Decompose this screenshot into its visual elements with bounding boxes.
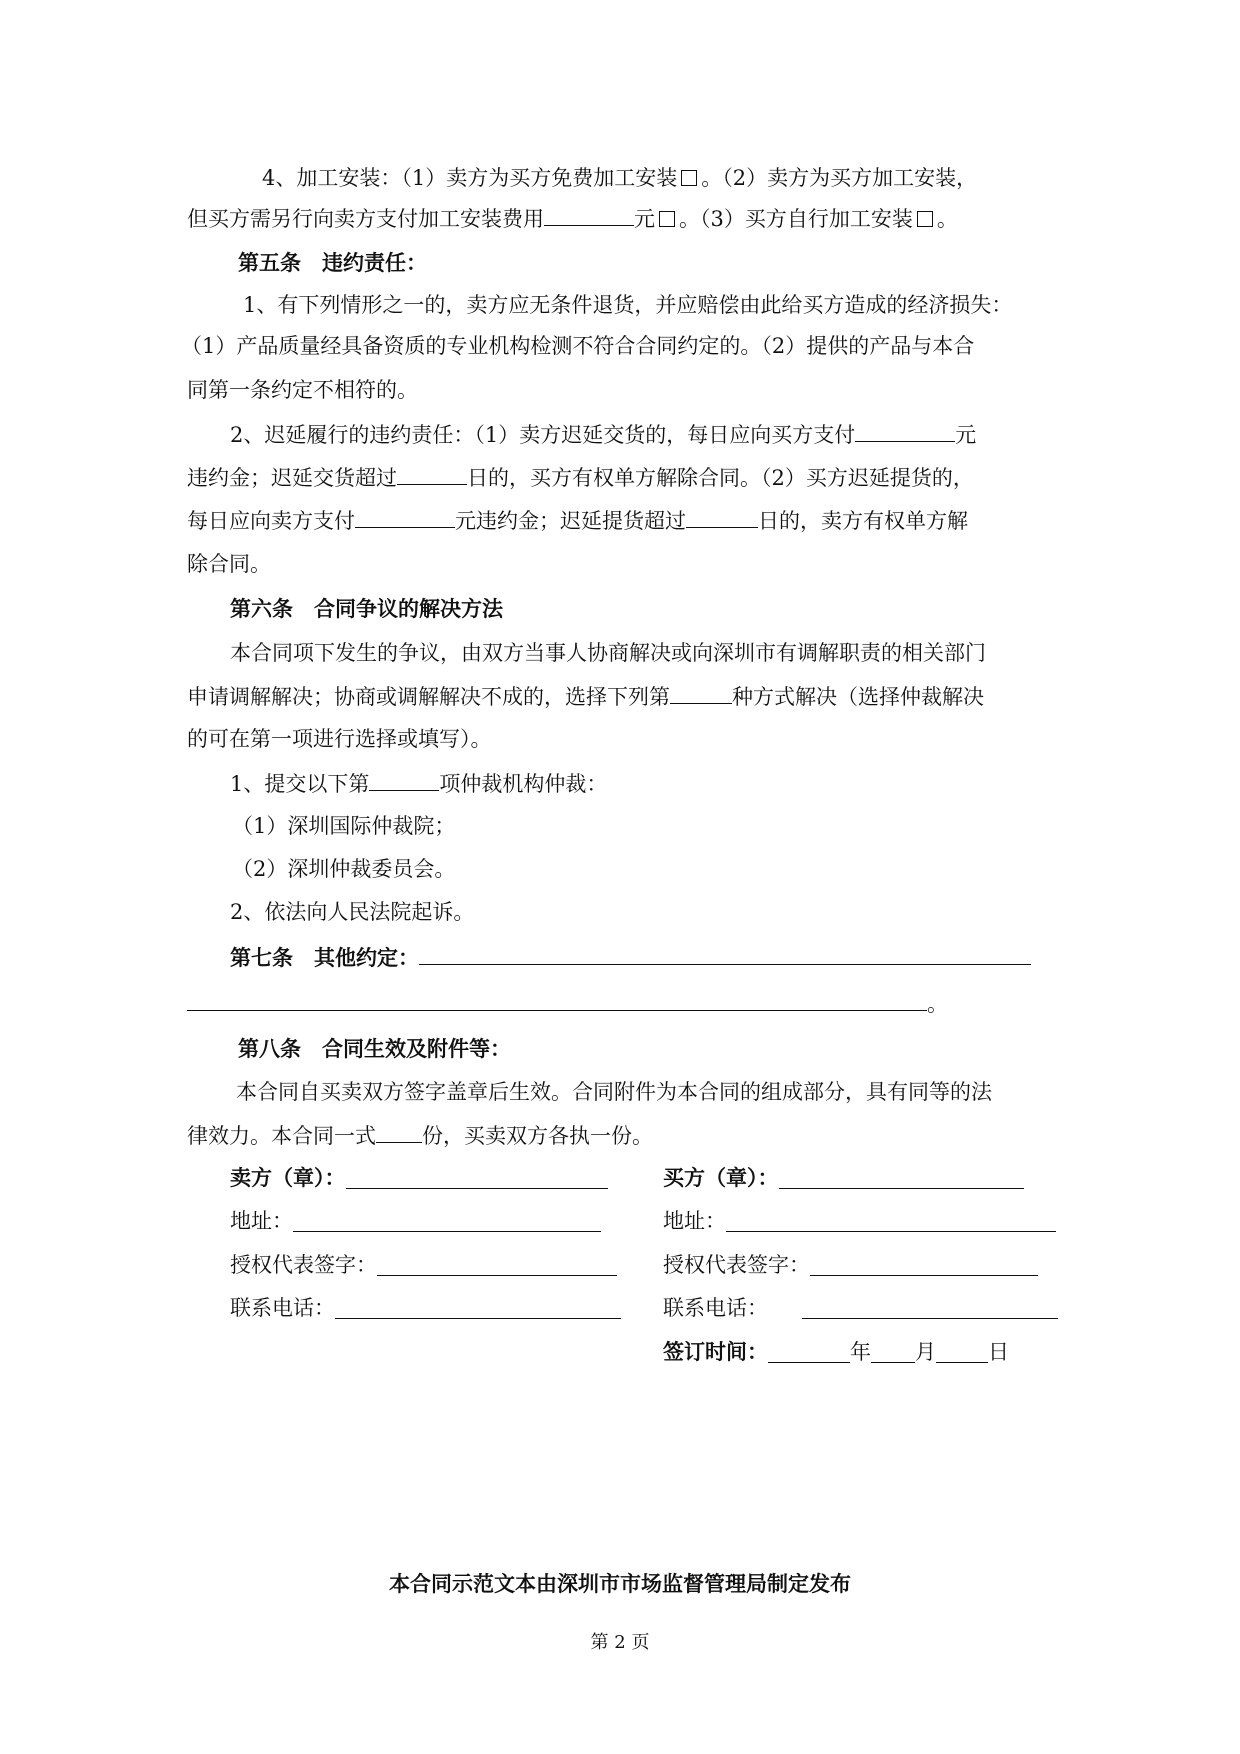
- article5-text: 元: [955, 423, 977, 447]
- seller-seal-label: 卖方（章）：: [230, 1166, 346, 1190]
- checkbox-paid-install[interactable]: [659, 211, 675, 227]
- day-field[interactable]: [936, 1340, 988, 1363]
- buyer-address-label: 地址：: [663, 1209, 726, 1233]
- month-field[interactable]: [871, 1340, 915, 1363]
- month-label: 月: [915, 1340, 936, 1364]
- arbitration-institution-blank[interactable]: [369, 768, 439, 791]
- page-number: 第 2 页: [590, 1632, 650, 1653]
- article5-p1-line2: （1）产品质量经具备资质的专业机构检测不符合合同约定的。（2）提供的产品与本合: [181, 334, 975, 358]
- article6-p1-line3: 的可在第一项进行选择或填写）。: [187, 727, 492, 751]
- article8-p1-line2: [187, 1120, 1053, 1151]
- article5-p2-line3: [187, 505, 1053, 536]
- article6-option1-item2: （2）深圳仲裁委员会。: [232, 857, 456, 881]
- install-fee-blank[interactable]: [544, 203, 634, 226]
- checkbox-self-install[interactable]: [917, 211, 933, 227]
- article5-p2-line1: [230, 419, 1060, 450]
- year-field[interactable]: [768, 1340, 850, 1363]
- article6-text: 项仲裁机构仲裁：: [439, 772, 608, 796]
- article5-p1-line1: 1、有下列情形之一的，卖方应无条件退货，并应赔偿由此给买方造成的经济损失：: [243, 293, 1013, 317]
- article6-heading: 第六条 合同争议的解决方法: [230, 597, 503, 621]
- article5-text: 每日应向卖方支付: [187, 509, 355, 533]
- article5-text: 违约金；迟延交货超过: [187, 466, 397, 490]
- seller-seal-row: [230, 1163, 608, 1193]
- article8-p1-line1: 本合同自买卖双方签字盖章后生效。合同附件为本合同的组成部分，具有同等的法: [236, 1080, 992, 1104]
- article7-line2: [187, 988, 1053, 1019]
- article5-heading: 第五条 违约责任：: [238, 251, 427, 275]
- article6-p1-line1: 本合同项下发生的争议，由双方当事人协商解决或向深圳市有调解职责的相关部门: [230, 641, 986, 665]
- publisher-note: 本合同示范文本由深圳市市场监督管理局制定发布: [389, 1572, 851, 1596]
- clause4-text: 。: [936, 207, 958, 231]
- other-agreement-blank-2[interactable]: [187, 988, 927, 1011]
- dispute-method-blank[interactable]: [670, 681, 732, 704]
- article5-p2-line2: [187, 462, 1053, 493]
- article6-option1: [230, 768, 1096, 799]
- seller-delay-penalty-blank[interactable]: [855, 419, 955, 442]
- article7-heading: 第七条 其他约定：: [230, 946, 419, 970]
- clause4-line2: [187, 203, 1053, 234]
- seller-phone-row: [230, 1293, 621, 1323]
- signing-date-label: 签订时间：: [663, 1340, 768, 1364]
- signing-date-row: [663, 1337, 1009, 1367]
- buyer-rep-field[interactable]: [810, 1253, 1038, 1276]
- clause4-text: 。（2）卖方为买方加工安装，: [701, 166, 978, 190]
- copies-blank[interactable]: [376, 1120, 422, 1143]
- day-label: 日: [988, 1340, 1009, 1364]
- article5-text: 元违约金；迟延提货超过: [455, 509, 686, 533]
- article8-heading: 第八条 合同生效及附件等：: [238, 1037, 511, 1061]
- article5-text: 日的，卖方有权单方解: [758, 509, 968, 533]
- buyer-delay-penalty-blank[interactable]: [355, 505, 455, 528]
- year-label: 年: [850, 1340, 871, 1364]
- clause4-text: 。（3）买方自行加工安装: [679, 207, 913, 231]
- buyer-rep-row: [663, 1250, 1038, 1280]
- article5-text: 日的，买方有权单方解除合同。（2）买方迟延提货的，: [467, 466, 974, 490]
- article6-text: 1、提交以下第: [230, 772, 370, 796]
- article8-text: 律效力。本合同一式: [187, 1124, 376, 1148]
- clause4-text: 但买方需另行向卖方支付加工安装费用: [187, 207, 544, 231]
- seller-address-row: [230, 1206, 601, 1236]
- article5-p2-line4: 除合同。: [187, 552, 271, 576]
- article6-option1-item1: （1）深圳国际仲裁院；: [232, 814, 456, 838]
- buyer-phone-label: 联系电话：: [663, 1296, 768, 1320]
- article5-p1-line3: 同第一条约定不相符的。: [187, 378, 418, 402]
- seller-delay-days-blank[interactable]: [397, 462, 467, 485]
- buyer-seal-label: 买方（章）：: [663, 1166, 779, 1190]
- article6-text: 种方式解决（选择仲裁解决: [732, 685, 984, 709]
- seller-rep-row: [230, 1250, 617, 1280]
- article8-text: 份，买卖双方各执一份。: [422, 1124, 653, 1148]
- buyer-address-field[interactable]: [726, 1209, 1056, 1232]
- buyer-phone-row: [663, 1293, 1058, 1323]
- seller-rep-label: 授权代表签字：: [230, 1253, 377, 1277]
- buyer-seal-row: [663, 1163, 1024, 1193]
- buyer-phone-field[interactable]: [802, 1296, 1058, 1319]
- article6-p1-line2: [187, 681, 1053, 712]
- seller-address-label: 地址：: [230, 1209, 293, 1233]
- buyer-seal-field[interactable]: [779, 1166, 1024, 1189]
- clause4-text: 元: [634, 207, 655, 231]
- checkbox-free-install[interactable]: [681, 170, 697, 186]
- article6-option2: 2、依法向人民法院起诉。: [230, 900, 475, 924]
- clause4-text: 4、加工安装：（1）卖方为买方免费加工安装: [262, 166, 678, 190]
- seller-phone-field[interactable]: [335, 1296, 621, 1319]
- clause4-line1: [262, 163, 1062, 193]
- article5-text: 2、迟延履行的违约责任：（1）卖方迟延交货的，每日应向买方支付: [230, 423, 856, 447]
- seller-rep-field[interactable]: [377, 1253, 617, 1276]
- seller-address-field[interactable]: [293, 1209, 601, 1232]
- buyer-rep-label: 授权代表签字：: [663, 1253, 810, 1277]
- buyer-address-row: [663, 1206, 1056, 1236]
- article7-end: 。: [927, 992, 948, 1016]
- buyer-delay-days-blank[interactable]: [686, 505, 758, 528]
- other-agreement-blank-1[interactable]: [419, 942, 1031, 965]
- seller-seal-field[interactable]: [346, 1166, 608, 1189]
- article6-text: 申请调解解决；协商或调解解决不成的，选择下列第: [187, 685, 670, 709]
- article7-line1: [230, 942, 1060, 973]
- seller-phone-label: 联系电话：: [230, 1296, 335, 1320]
